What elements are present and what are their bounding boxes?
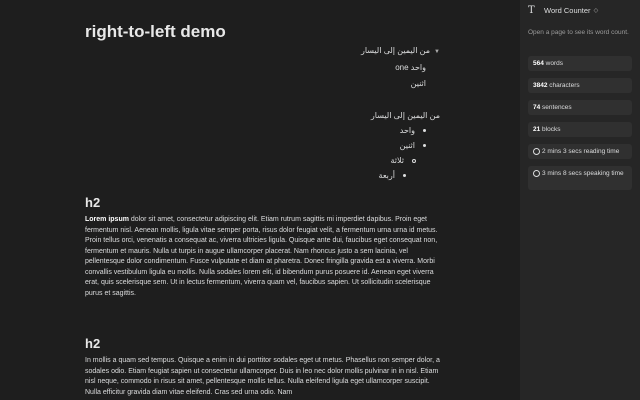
paragraph-text: dolor sit amet, consectetur adipiscing elit. Etiam rutrum sagittis mi imperdiet dapibus. Proin eget fermentum nisl. Aenean mollis, ligula vitae semper porta, risus dolor feugiat velit, a fermentum urna urna id metus. Proin tellus orci, venenatis a consequat ac, viverra ultricies ligula. Quisque ante dui, faucibus eget consequat non, fermentum et mauris. Nulla ut turpis in augue ullamcorper placerat. Nam rhoncus justo a sem lacinia, vel pellentesque dolor condimentum. Fusce vulputate et diam at pharetra. Donec fringilla gravida est a viverra. Morbi convallis vestibulum ligula eu mollis. Nulla sodales lorem elit, id bibendum purus posuere id. Aenean eget viverra erat, quis scelerisque sem. Ut in lectus fermentum, viverra quam vel, faucibus sapien. Ut sollicitudin scelerisque purus et sagittis. bbox=[85, 216, 438, 297]
section-heading[interactable]: h2 bbox=[85, 336, 101, 351]
sidebar-title: Word Counter bbox=[544, 6, 591, 15]
list-item[interactable] bbox=[390, 156, 416, 165]
list-item[interactable] bbox=[411, 79, 426, 88]
stat-label: characters bbox=[547, 82, 580, 89]
list-item[interactable] bbox=[361, 46, 440, 55]
stat-value: 3842 bbox=[533, 82, 548, 89]
stat-label: sentences bbox=[540, 104, 572, 111]
bullet-icon bbox=[423, 129, 426, 132]
list-item-text: واحد bbox=[399, 126, 415, 135]
paragraph-text: In mollis a quam sed tempus. Quisque a enim in dui porttitor sodales eget ut metus. Phasellus non semper dolor, a sodales odio. Etiam feugiat sapien ut consectetur ullamcorper. Duis in leo nec dolor mollis pulvinar in in nisl. Etiam nisl neque, commodo in risus sit amet, pellentesque mollis tellus. Nulla eleifend ligula eget ullamcorper suscipit. Nulla efficitur gravida diam vitae eleifend. Cras sed urna odio. Nam bbox=[85, 357, 440, 396]
list-item-text: من اليمين إلى اليسار bbox=[360, 46, 431, 55]
list-item-text: ثلاثة bbox=[390, 156, 404, 165]
list-item[interactable] bbox=[379, 171, 406, 180]
bold-lead: Lorem ipsum bbox=[85, 216, 129, 223]
page-title[interactable]: right-to-left demo bbox=[85, 22, 226, 41]
stat-label: 3 mins 8 secs speaking time bbox=[542, 170, 624, 177]
sidebar-hint: Open a page to see its word count. bbox=[528, 29, 629, 36]
stat-card-blocks bbox=[528, 122, 632, 137]
list-item[interactable] bbox=[400, 141, 426, 150]
list-item-text: من اليمين إلى اليسار bbox=[370, 111, 440, 120]
section-heading[interactable]: h2 bbox=[85, 195, 101, 210]
stat-card-speaking-time bbox=[528, 166, 632, 190]
word-counter-sidebar bbox=[520, 0, 640, 400]
list-item-text: اثنين bbox=[410, 79, 426, 88]
selector-caret-icon[interactable]: ◇ bbox=[593, 8, 599, 14]
bullet-hollow-icon bbox=[412, 159, 416, 163]
list-item[interactable] bbox=[400, 126, 426, 135]
text-t-icon: T bbox=[528, 5, 535, 16]
list-item[interactable] bbox=[395, 63, 426, 72]
stat-value: 21 bbox=[533, 126, 541, 133]
bullet-icon bbox=[423, 144, 426, 147]
collapse-arrow-icon[interactable]: ▼ bbox=[434, 49, 440, 55]
stat-card-reading-time bbox=[528, 144, 632, 159]
stat-label: words bbox=[543, 60, 564, 67]
list-item-text: اثنين bbox=[399, 141, 415, 150]
paragraph[interactable] bbox=[85, 215, 440, 299]
sidebar-header bbox=[528, 5, 598, 16]
stat-value: 564 bbox=[533, 60, 544, 67]
stat-label: 2 mins 3 secs reading time bbox=[542, 148, 620, 155]
paragraph[interactable] bbox=[85, 356, 440, 398]
stat-card-characters bbox=[528, 78, 632, 93]
list-item[interactable] bbox=[371, 111, 440, 120]
list-item-text: واحد one bbox=[395, 63, 426, 72]
clock-icon bbox=[533, 148, 540, 155]
list-item-text: أربعة bbox=[378, 171, 395, 180]
stat-card-words bbox=[528, 56, 632, 71]
stat-label: blocks bbox=[540, 126, 561, 133]
clock-icon bbox=[533, 170, 540, 177]
bullet-icon bbox=[403, 174, 406, 177]
stat-value: 74 bbox=[533, 104, 541, 111]
stat-card-sentences bbox=[528, 100, 632, 115]
